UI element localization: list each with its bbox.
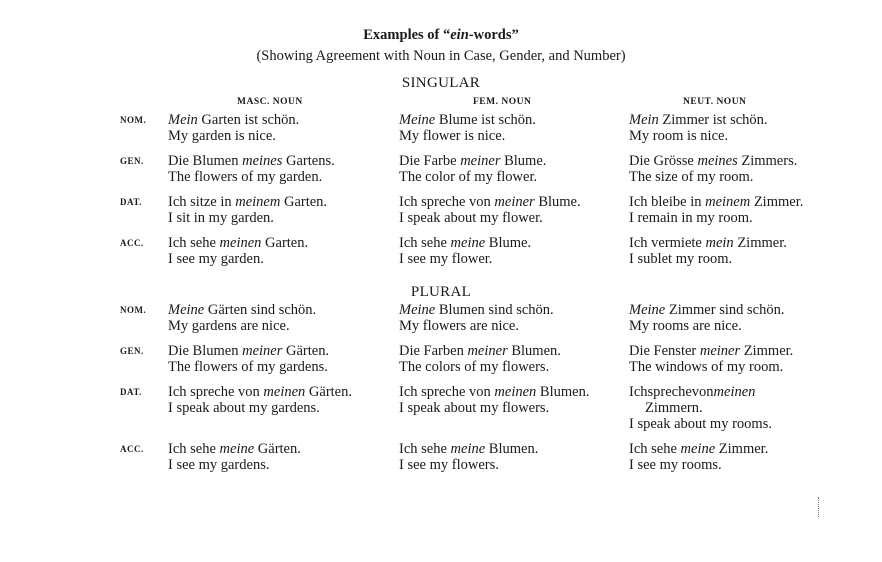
german-text-after: Zimmer. (740, 343, 794, 359)
ein-word: meinen (494, 384, 537, 400)
german-sentence (399, 302, 554, 318)
german-text-after: Zimmer. (715, 441, 769, 457)
case-label: DAT. (120, 197, 142, 207)
english-translation: I speak about my gardens. (168, 400, 320, 416)
german-sentence (629, 384, 812, 400)
example-cell-masc (168, 441, 301, 473)
german-text-before: Die Farbe (399, 153, 461, 169)
german-sentence (168, 302, 316, 318)
ein-word: meine (219, 441, 255, 457)
ein-word: Mein (168, 112, 198, 128)
german-text-before: Die Farben (399, 343, 468, 359)
english-translation: I speak about my flower. (399, 210, 543, 226)
ein-word: meinem (235, 194, 281, 210)
example-cell-neut (629, 235, 787, 267)
english-translation: My gardens are nice. (168, 318, 290, 334)
english-translation: The colors of my flowers. (399, 359, 550, 375)
document-subtitle: (Showing Agreement with Noun in Case, Gender, and Number) (256, 48, 626, 64)
english-translation: I sublet my room. (629, 251, 733, 267)
english-translation: The size of my room. (629, 169, 754, 185)
english-translation: The color of my flower. (399, 169, 538, 185)
example-cell-fem (399, 384, 589, 416)
english-translation: I see my flower. (399, 251, 493, 267)
german-text-after: Blumen. (507, 343, 561, 359)
ein-word: meinen (713, 384, 756, 400)
example-cell-masc (168, 194, 327, 226)
german-sentence (168, 153, 335, 169)
title-suffix: -words” (468, 27, 519, 43)
german-text-after: Gärten. (305, 384, 352, 400)
german-text-after: Zimmer. (750, 194, 804, 210)
example-cell-fem (399, 153, 546, 185)
german-text-after: Gärten sind schön. (204, 302, 317, 318)
german-text-after: Blume. (500, 153, 547, 169)
example-cell-masc (168, 384, 352, 416)
ein-word: Mein (629, 112, 659, 128)
german-text-before: Ich sehe (399, 235, 451, 251)
german-text-after: Zimmers. (737, 153, 798, 169)
ein-word: meinen (263, 384, 306, 400)
german-text-before: Die Fenster (629, 343, 700, 359)
example-cell-masc (168, 112, 299, 144)
example-cell-masc (168, 235, 308, 267)
german-text-after: Gärten. (282, 343, 330, 359)
case-label: DAT. (120, 387, 142, 397)
ein-word: meiner (467, 343, 508, 359)
ein-word: meine (450, 441, 486, 457)
german-text-before: Ich vermiete (629, 235, 706, 251)
example-cell-fem (399, 302, 554, 334)
example-cell-masc (168, 302, 316, 334)
example-cell-fem (399, 235, 531, 267)
english-translation: I see my garden. (168, 251, 264, 267)
german-sentence (629, 112, 768, 128)
example-cell-neut (629, 194, 803, 226)
german-text-after: Blumen. (485, 441, 539, 457)
example-cell-fem (399, 194, 581, 226)
example-cell-fem (399, 112, 536, 144)
german-text-after: Blume. (485, 235, 532, 251)
german-text-before: Ich spreche von (399, 384, 495, 400)
german-sentence (168, 343, 329, 359)
english-translation: I see my gardens. (168, 457, 270, 473)
german-text-after: Zimmer. (733, 235, 787, 251)
german-text-before: Ich sehe (168, 441, 220, 457)
german-text-before: Die Blumen (168, 153, 243, 169)
example-cell-fem (399, 441, 538, 473)
scan-mark (818, 497, 822, 517)
case-label: GEN. (120, 346, 144, 356)
example-cell-neut (629, 112, 768, 144)
column-header-fem: FEM. NOUN (473, 97, 532, 107)
german-sentence (399, 384, 589, 400)
german-text-after: Zimmer ist schön. (658, 112, 768, 128)
plural-heading: PLURAL (410, 284, 472, 300)
german-text-after: Blumen sind schön. (435, 302, 554, 318)
german-sentence (399, 153, 546, 169)
column-header-neut: NEUT. NOUN (683, 97, 747, 107)
german-sentence (399, 235, 531, 251)
ein-word: Meine (629, 302, 666, 318)
english-translation: The windows of my room. (629, 359, 784, 375)
english-translation: The flowers of my garden. (168, 169, 323, 185)
german-sentence (168, 194, 327, 210)
english-translation: The flowers of my gardens. (168, 359, 328, 375)
german-sentence (168, 441, 301, 457)
german-text-after: Zimmer sind schön. (665, 302, 785, 318)
german-sentence (399, 112, 536, 128)
german-word: Ich (629, 384, 648, 400)
ein-word: meine (450, 235, 486, 251)
german-word: spreche (647, 384, 692, 400)
case-label: GEN. (120, 156, 144, 166)
ein-word: meine (680, 441, 716, 457)
english-translation: I see my rooms. (629, 457, 722, 473)
german-text-after: Garten ist schön. (197, 112, 300, 128)
case-label: ACC. (120, 444, 144, 454)
english-translation: I remain in my room. (629, 210, 753, 226)
german-text-after: Garten. (261, 235, 309, 251)
german-text-before: Ich sehe (629, 441, 681, 457)
example-cell-neut (629, 302, 784, 334)
column-header-masc: MASC. NOUN (237, 97, 303, 107)
german-sentence (629, 343, 793, 359)
example-cell-neut (629, 441, 768, 473)
german-word: von (691, 384, 714, 400)
ein-word: meinem (705, 194, 751, 210)
ein-word: meiner (494, 194, 535, 210)
german-sentence (629, 153, 797, 169)
german-sentence-continued: Zimmern. (645, 400, 703, 416)
title-emphasis: ein (450, 27, 469, 43)
english-translation: My rooms are nice. (629, 318, 742, 334)
english-translation: My flowers are nice. (399, 318, 519, 334)
german-text-before: Ich sitze in (168, 194, 236, 210)
german-text-before: Ich sehe (168, 235, 220, 251)
german-text-after: Gartens. (282, 153, 335, 169)
german-text-after: Blume. (534, 194, 581, 210)
document-title (0, 27, 882, 44)
english-translation: My room is nice. (629, 128, 729, 144)
german-sentence (168, 384, 352, 400)
ein-word: meinen (219, 235, 262, 251)
german-text-before: Ich spreche von (168, 384, 264, 400)
title-prefix: Examples of “ (363, 27, 451, 43)
english-translation: I speak about my flowers. (399, 400, 550, 416)
german-text-before: Ich bleibe in (629, 194, 706, 210)
example-cell-neut (629, 153, 797, 185)
german-sentence (399, 441, 538, 457)
german-sentence (629, 235, 787, 251)
ein-word: meiner (460, 153, 501, 169)
case-label: NOM. (120, 115, 147, 125)
ein-word: Meine (168, 302, 205, 318)
example-cell-masc (168, 343, 329, 375)
english-translation: My garden is nice. (168, 128, 276, 144)
german-text-before: Die Grösse (629, 153, 698, 169)
german-sentence (168, 112, 299, 128)
german-sentence (399, 194, 581, 210)
german-sentence (629, 194, 803, 210)
example-cell-masc (168, 153, 335, 185)
english-translation: I sit in my garden. (168, 210, 274, 226)
english-translation: I see my flowers. (399, 457, 499, 473)
singular-heading: SINGULAR (401, 75, 481, 91)
german-sentence (168, 235, 308, 251)
ein-word: meines (242, 153, 283, 169)
example-cell-neut (629, 384, 812, 432)
german-text-before: Ich sehe (399, 441, 451, 457)
german-text-after: Garten. (280, 194, 328, 210)
ein-word: meines (697, 153, 738, 169)
case-label: ACC. (120, 238, 144, 248)
case-label: NOM. (120, 305, 147, 315)
german-sentence (399, 343, 561, 359)
english-translation: I speak about my rooms. (629, 416, 772, 432)
ein-word: meiner (242, 343, 283, 359)
example-cell-fem (399, 343, 561, 375)
german-text-after: Blume ist schön. (435, 112, 536, 128)
german-sentence (629, 441, 768, 457)
ein-word: Meine (399, 112, 436, 128)
ein-word: meiner (699, 343, 741, 359)
german-text-after: Blumen. (536, 384, 590, 400)
example-cell-neut (629, 343, 793, 375)
ein-word: Meine (399, 302, 436, 318)
english-translation: My flower is nice. (399, 128, 506, 144)
german-text-before: Die Blumen (168, 343, 243, 359)
german-text-after: Gärten. (254, 441, 301, 457)
german-sentence (629, 302, 784, 318)
ein-word: mein (705, 235, 734, 251)
german-text-before: Ich spreche von (399, 194, 495, 210)
